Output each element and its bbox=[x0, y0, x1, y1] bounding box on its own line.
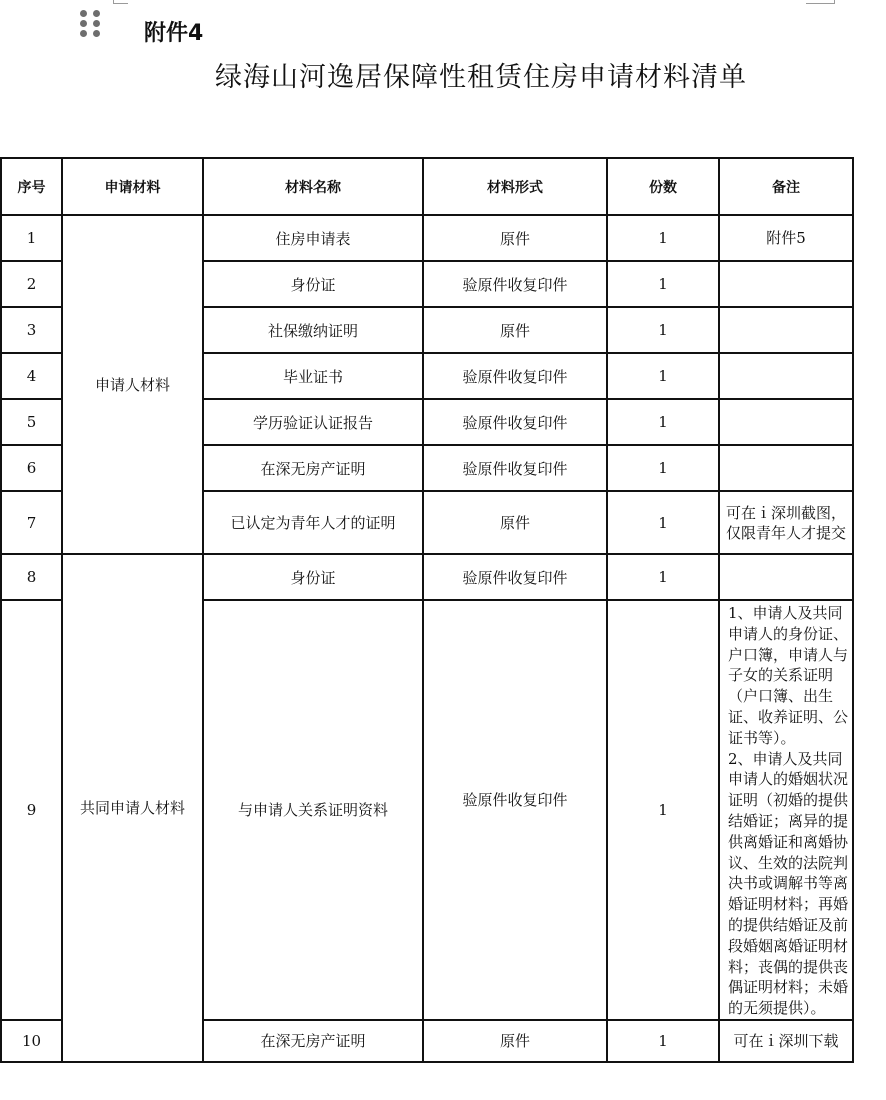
row-remarks bbox=[719, 554, 853, 600]
group-applicant: 申请人材料 bbox=[62, 215, 203, 554]
row-remarks bbox=[719, 399, 853, 445]
row-form: 原件 bbox=[423, 1020, 607, 1062]
document-title: 绿海山河逸居保障性租赁住房申请材料清单 bbox=[215, 62, 747, 93]
materials-table bbox=[0, 157, 854, 1063]
row-form: 验原件收复印件 bbox=[423, 445, 607, 491]
row-remarks: 可在ｉ深圳下载 bbox=[719, 1020, 853, 1062]
row-form: 验原件收复印件 bbox=[423, 600, 607, 1020]
page-corner-mark bbox=[113, 0, 128, 4]
row-form: 验原件收复印件 bbox=[423, 554, 607, 600]
row-copies: 1 bbox=[607, 215, 719, 261]
row-form: 验原件收复印件 bbox=[423, 353, 607, 399]
attachment-label: 附件4 bbox=[144, 21, 204, 46]
row-remarks: 可在ｉ深圳截图，仅限青年人才提交 bbox=[719, 491, 853, 554]
header-form: 材料形式 bbox=[423, 158, 607, 215]
row-copies: 1 bbox=[607, 554, 719, 600]
row-remarks bbox=[719, 353, 853, 399]
row-form: 原件 bbox=[423, 491, 607, 554]
page-corner-mark bbox=[806, 0, 835, 4]
row-form: 验原件收复印件 bbox=[423, 261, 607, 307]
row-copies: 1 bbox=[607, 307, 719, 353]
remarks-paragraph-2: 2、申请人及共同申请人的婚姻状况证明（初婚的提供结婚证；离异的提供离婚证和离婚协议、生效的法院判决书或调解书等离婚证明材料；再婚的提供结婚证及前段婚姻离婚证明材料；丧偶的提供丧偶证明材料；未婚的无须提供）。 bbox=[728, 749, 849, 1018]
table-row bbox=[1, 554, 853, 600]
row-copies: 1 bbox=[607, 600, 719, 1020]
table-header-row bbox=[1, 158, 853, 215]
row-name: 在深无房产证明 bbox=[203, 445, 423, 491]
header-category: 申请材料 bbox=[62, 158, 203, 215]
row-name: 住房申请表 bbox=[203, 215, 423, 261]
row-seq: 8 bbox=[1, 554, 62, 600]
row-copies: 1 bbox=[607, 399, 719, 445]
row-seq: 10 bbox=[1, 1020, 62, 1062]
row-seq: 7 bbox=[1, 491, 62, 554]
row-copies: 1 bbox=[607, 353, 719, 399]
group-co-applicant: 共同申请人材料 bbox=[62, 554, 203, 1062]
row-copies: 1 bbox=[607, 261, 719, 307]
remarks-paragraph-1: 1、申请人及共同申请人的身份证、户口簿，申请人与子女的关系证明（户口簿、出生证、收养证明、公证书等）。 bbox=[728, 604, 849, 747]
row-name: 在深无房产证明 bbox=[203, 1020, 423, 1062]
row-remarks bbox=[719, 600, 853, 1020]
row-name: 身份证 bbox=[203, 261, 423, 307]
row-seq: 3 bbox=[1, 307, 62, 353]
row-name: 与申请人关系证明资料 bbox=[203, 600, 423, 1020]
row-remarks: 附件5 bbox=[719, 215, 853, 261]
row-remarks bbox=[719, 261, 853, 307]
header-name: 材料名称 bbox=[203, 158, 423, 215]
row-remarks bbox=[719, 307, 853, 353]
row-seq: 6 bbox=[1, 445, 62, 491]
row-form: 原件 bbox=[423, 215, 607, 261]
row-seq: 4 bbox=[1, 353, 62, 399]
row-name: 已认定为青年人才的证明 bbox=[203, 491, 423, 554]
row-seq: 1 bbox=[1, 215, 62, 261]
drag-handle-icon[interactable] bbox=[80, 10, 102, 40]
row-seq: 2 bbox=[1, 261, 62, 307]
row-name: 学历验证认证报告 bbox=[203, 399, 423, 445]
row-copies: 1 bbox=[607, 1020, 719, 1062]
row-name: 身份证 bbox=[203, 554, 423, 600]
row-copies: 1 bbox=[607, 491, 719, 554]
row-copies: 1 bbox=[607, 445, 719, 491]
row-remarks bbox=[719, 445, 853, 491]
row-seq: 9 bbox=[1, 600, 62, 1020]
row-name: 社保缴纳证明 bbox=[203, 307, 423, 353]
header-remarks: 备注 bbox=[719, 158, 853, 215]
header-seq: 序号 bbox=[1, 158, 62, 215]
row-form: 验原件收复印件 bbox=[423, 399, 607, 445]
header-copies: 份数 bbox=[607, 158, 719, 215]
row-form: 原件 bbox=[423, 307, 607, 353]
row-name: 毕业证书 bbox=[203, 353, 423, 399]
table-row bbox=[1, 215, 853, 261]
row-seq: 5 bbox=[1, 399, 62, 445]
